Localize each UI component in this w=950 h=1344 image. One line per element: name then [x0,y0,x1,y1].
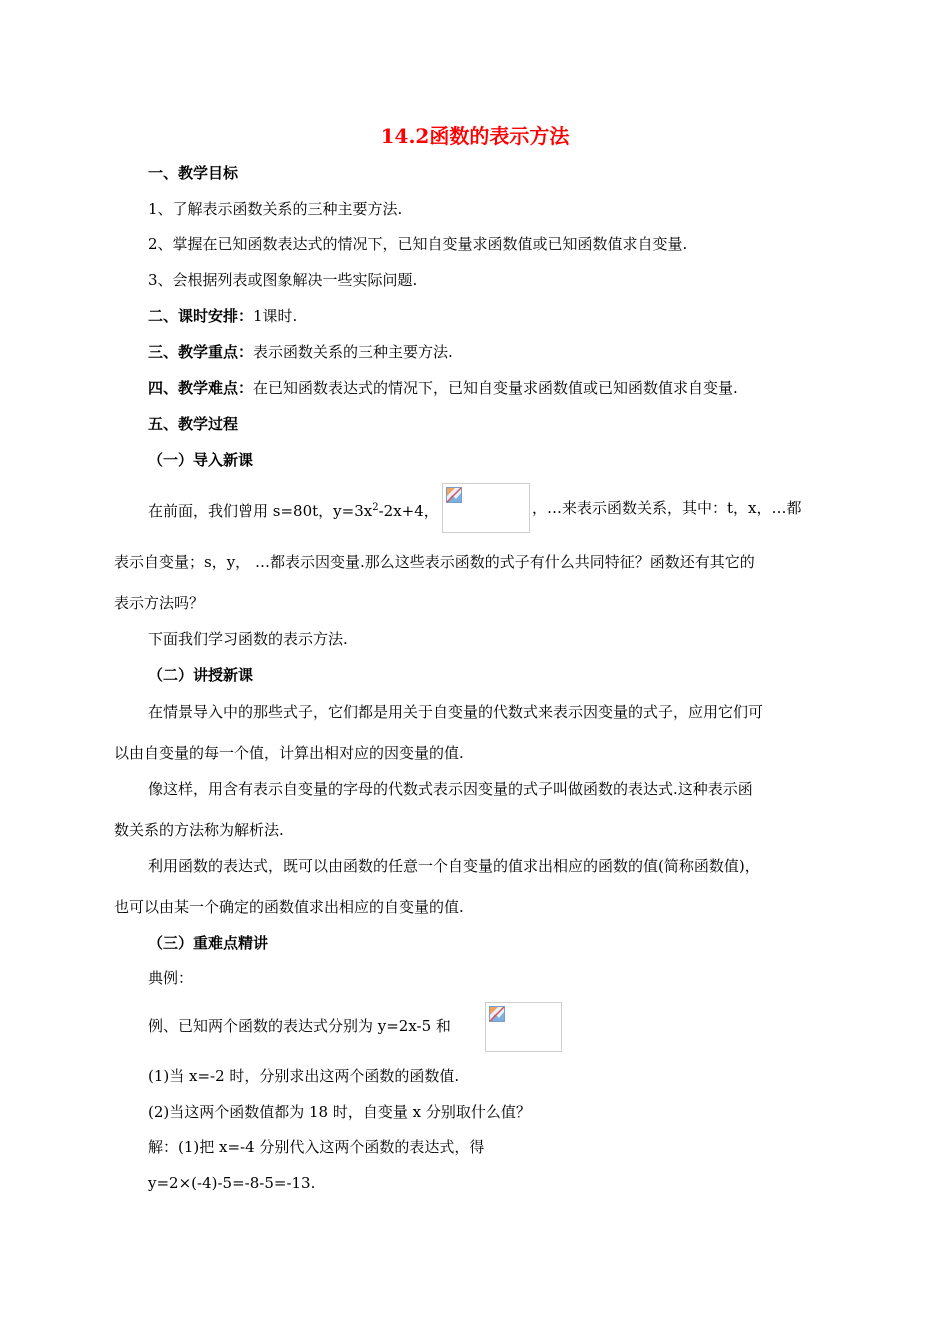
lecture-text: 以由自变量的每一个值，计算出相对应的因变量的值. [114,744,464,762]
intro-line-part-1 [148,498,439,521]
exponent: 2 [372,502,379,513]
intro-line: 表示自变量；s，y， …都表示因变量.那么这些表示函数的式子有什么共同特征？函数还有其它的 [114,553,755,571]
key-point-label: 三、教学重点： [148,343,254,361]
formula-image-placeholder [485,1002,562,1052]
example-label: 典例： [148,969,194,987]
broken-image-icon [489,1006,505,1022]
broken-image-icon [446,487,462,503]
section-heading-objectives: 一、教学目标 [148,164,239,182]
intro-line: 表示方法吗？ [114,594,205,612]
subsection-heading-intro: （一）导入新课 [148,451,254,469]
page-title: 14.2函数的表示方法 [380,124,570,148]
lecture-text: 像这样，用含有表示自变量的字母的代数式表示因变量的式子叫做函数的表达式.这种表示函 [148,780,753,798]
intro-line-part-2: ，…来表示函数关系，其中：t，x，…都 [532,499,802,517]
difficulty-line [148,378,738,398]
formula-image-placeholder [442,483,530,533]
intro-line: 下面我们学习函数的表示方法. [148,630,348,648]
schedule-label: 二、课时安排： [148,307,254,325]
section-heading-process: 五、教学过程 [148,415,239,433]
difficulty-label: 四、教学难点： [148,379,254,397]
solution-text: 解：(1)把 x=-4 分别代入这两个函数的表达式，得 [148,1138,485,1156]
objective-item: 3、会根据列表或图象解决一些实际问题. [148,271,418,289]
question-item: (2)当这两个函数值都为 18 时，自变量 x 分别取什么值？ [148,1103,531,1121]
lecture-text: 利用函数的表达式，既可以由函数的任意一个自变量的值求出相应的函数的值(简称函数值)， [148,857,760,875]
objective-item: 2、掌握在已知函数表达式的情况下，已知自变量求函数值或已知函数值求自变量. [148,235,688,253]
lecture-text: 也可以由某一个确定的函数值求出相应的自变量的值. [114,898,464,916]
example-statement: 例、已知两个函数的表达式分别为 y=2x-5 和 [148,1017,451,1035]
schedule-line [148,306,297,326]
subsection-heading-examples: （三）重难点精讲 [148,934,269,952]
intro-formula-b: -2x+4， [378,502,439,520]
lecture-text: 数关系的方法称为解析法. [114,821,284,839]
difficulty-text: 在已知函数表达式的情况下，已知自变量求函数值或已知函数值求自变量. [253,379,738,397]
objective-item: 1、了解表示函数关系的三种主要方法. [148,200,403,218]
lecture-text: 在情景导入中的那些式子，它们都是用关于自变量的代数式来表示因变量的式子，应用它们可 [148,703,764,721]
calculation-text: y=2×(-4)-5=-8-5=-13. [148,1174,316,1192]
question-item: (1)当 x=-2 时，分别求出这两个函数的函数值. [148,1067,460,1085]
key-point-text: 表示函数关系的三种主要方法. [253,343,453,361]
key-point-line [148,342,453,362]
schedule-text: 1课时. [253,307,298,325]
subsection-heading-lecture: （二）讲授新课 [148,666,254,684]
intro-formula-a: 在前面，我们曾用 s=80t，y=3x [148,502,373,520]
